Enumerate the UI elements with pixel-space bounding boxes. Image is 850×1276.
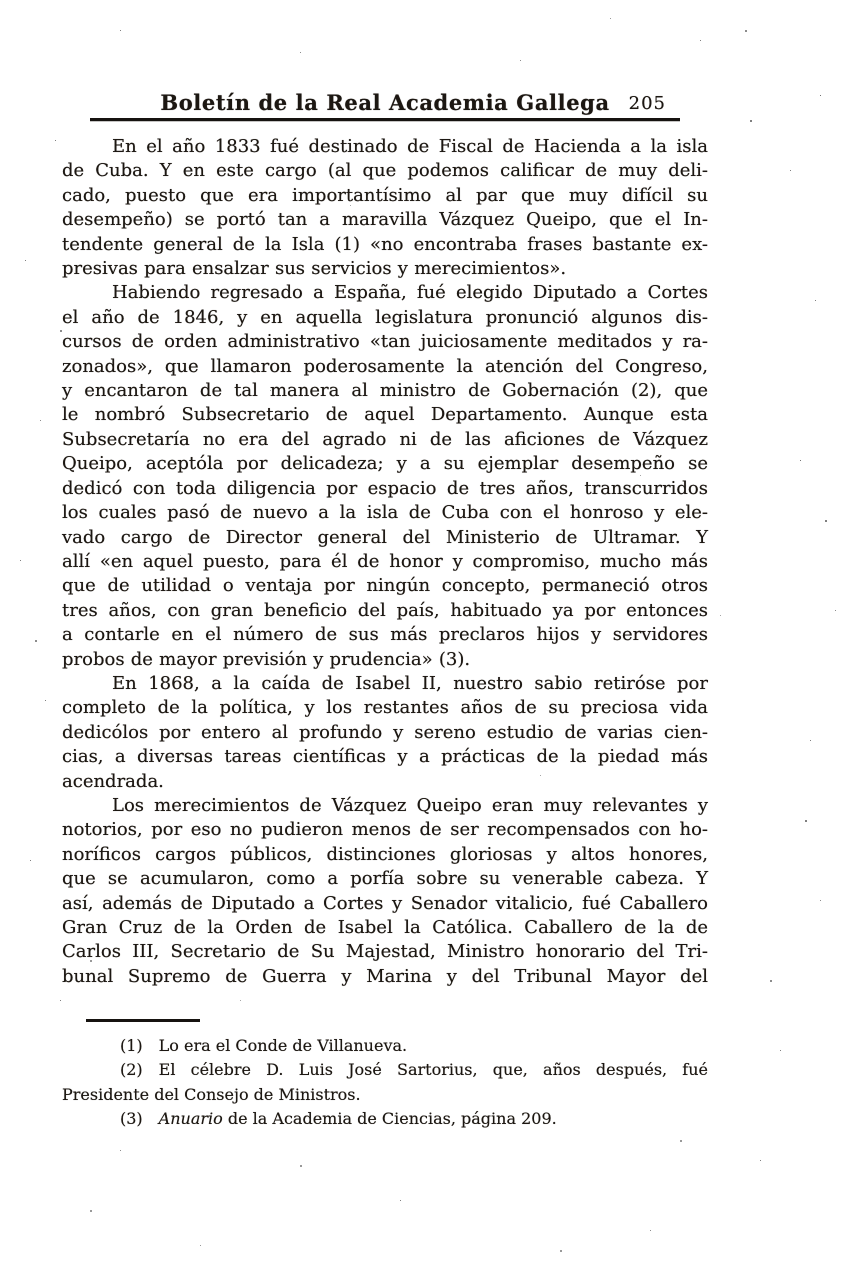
cited-work-title: Anuario bbox=[158, 1109, 223, 1129]
footnote-line: Presidente del Consejo de Ministros. bbox=[62, 1084, 361, 1104]
text-line: noríficos cargos públicos, distinciones gloriosas y altos honores, bbox=[62, 843, 708, 865]
text-line: cias, a diversas tareas científicas y a prácticas de la piedad más bbox=[62, 746, 708, 768]
body-text bbox=[62, 135, 708, 989]
text-line: notorios, por eso no pudieron menos de ser recompensados con ho- bbox=[62, 819, 708, 841]
text-line: a contarle en el número de sus más preclaros hijos y servidores bbox=[62, 624, 708, 646]
text-line: Gran Cruz de la Orden de Isabel la Católica. Caballero de la de bbox=[62, 917, 708, 938]
text-line: dedicó con toda diligencia por espacio de tres años, transcurridos bbox=[62, 477, 708, 499]
text-line: bunal Supremo de Guerra y Marina y del Tribunal Mayor del bbox=[62, 965, 708, 987]
text-line: desempeño) se portó tan a maravilla Vázquez Queipo, que el In- bbox=[62, 209, 708, 231]
text-line: zonados», que llamaron poderosamente la atención del Congreso, bbox=[62, 355, 708, 377]
footnote-marker: (3) bbox=[120, 1109, 159, 1129]
text-line: y encantaron de tal manera al ministro de Gobernación (2), que bbox=[62, 380, 708, 402]
text-line: que se acumularon, como a porfía sobre su venerable cabeza. Y bbox=[62, 868, 708, 890]
text-line: que de utilidad o ventaja por ningún concepto, permaneció otros bbox=[62, 575, 708, 597]
footnote-text: de la Academia de Ciencias, página 209. bbox=[222, 1109, 557, 1129]
scan-noise-specks bbox=[0, 0, 1, 1]
text-line: los cuales pasó de nuevo a la isla de Cuba con el honroso y ele- bbox=[62, 502, 708, 524]
text-line: tres años, con gran beneficio del país, habituado ya por entonces bbox=[62, 599, 708, 621]
page-number: 205 bbox=[628, 93, 666, 114]
footnotes bbox=[62, 1034, 708, 1132]
text-line: Habiendo regresado a España, fué elegido Diputado a Cortes bbox=[112, 282, 708, 304]
text-line: vado cargo de Director general del Ministerio de Ultramar. Y bbox=[62, 526, 708, 548]
text-line: de Cuba. Y en este cargo (al que podemos calificar de muy deli- bbox=[62, 160, 708, 182]
footnote-line: (2) El célebre D. Luis José Sartorius, que, años después, fué bbox=[120, 1060, 708, 1080]
text-line: Queipo, aceptóla por delicadeza; y a su ejemplar desempeño se bbox=[62, 453, 708, 475]
text-line: cado, puesto que era importantísimo al par que muy difícil su bbox=[62, 184, 708, 206]
footnote-line: (1) Lo era el Conde de Villanueva. bbox=[120, 1036, 408, 1055]
text-line: En 1868, a la caída de Isabel II, nuestro sabio retiróse por bbox=[112, 672, 708, 694]
text-line: le nombró Subsecretario de aquel Departamento. Aunque esta bbox=[62, 404, 708, 426]
text-line: dedicólos por entero al profundo y sereno estudio de varias cien- bbox=[62, 721, 708, 743]
text-line: Los merecimientos de Vázquez Queipo eran muy relevantes y bbox=[112, 794, 708, 816]
text-line: En el año 1833 fué destinado de Fiscal de Hacienda a la isla bbox=[112, 136, 708, 157]
header-rule bbox=[90, 118, 680, 121]
text-line: Subsecretaría no era del agrado ni de las aficiones de Vázquez bbox=[62, 428, 708, 450]
running-header bbox=[90, 90, 680, 116]
text-line: el año de 1846, y en aquella legislatura pronunció algunos dis- bbox=[62, 306, 708, 328]
text-line: allí «en aquel puesto, para él de honor y compromiso, mucho más bbox=[62, 550, 708, 572]
text-line: acendrada. bbox=[62, 770, 164, 792]
text-line: tendente general de la Isla (1) «no encontraba frases bastante ex- bbox=[62, 233, 708, 255]
footnote-separator bbox=[86, 1019, 200, 1022]
text-line: presivas para ensalzar sus servicios y merecimientos». bbox=[62, 258, 567, 280]
text-line: completo de la política, y los restantes años de su preciosa vida bbox=[62, 697, 708, 719]
footnote-line bbox=[62, 1107, 708, 1131]
text-line: Carlos III, Secretario de Su Majestad, Ministro honorario del Tri- bbox=[62, 941, 708, 963]
running-header-title: Boletín de la Real Academia Gallega bbox=[160, 90, 610, 115]
text-line: así, además de Diputado a Cortes y Senador vitalicio, fué Caballero bbox=[62, 892, 708, 914]
text-line: cursos de orden administrativo «tan juiciosamente meditados y ra- bbox=[62, 331, 708, 353]
scan-noise-specks bbox=[0, 0, 2, 2]
text-line: probos de mayor previsión y prudencia» (3). bbox=[62, 648, 471, 670]
